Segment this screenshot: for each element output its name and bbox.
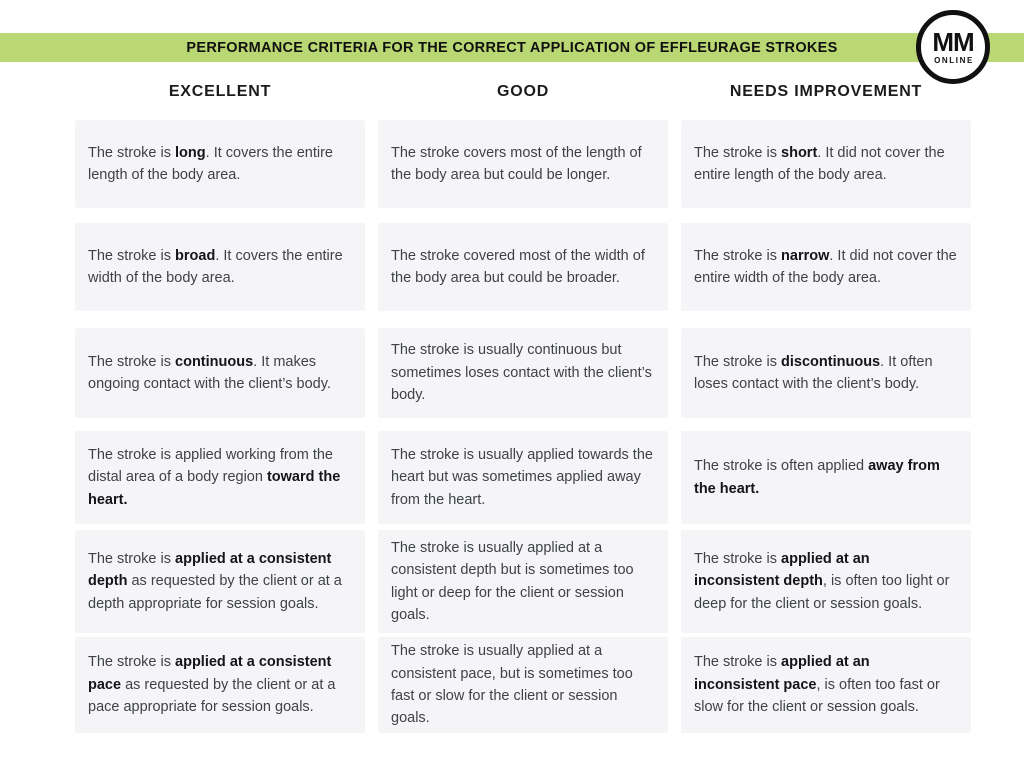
title-bar — [0, 33, 1024, 62]
cell-needs-improvement-pace: The stroke is applied at an inconsistent pace, is often too fast or slow for the client or session goals. — [681, 637, 971, 733]
cell-good-length: The stroke covers most of the length of the body area but could be longer. — [378, 120, 668, 208]
column-header-needs-improvement: NEEDS IMPROVEMENT — [729, 83, 923, 100]
logo-text-online: ONLINE — [934, 56, 974, 65]
table-row — [75, 530, 971, 633]
cell-good-continuity: The stroke is usually continuous but sometimes loses contact with the client’s body. — [378, 328, 668, 418]
page-title: PERFORMANCE CRITERIA FOR THE CORRECT APPLICATION OF EFFLEURAGE STROKES — [186, 39, 838, 56]
cell-needs-improvement-continuity: The stroke is discontinuous. It often loses contact with the client’s body. — [681, 328, 971, 418]
cell-excellent-depth: The stroke is applied at a consistent depth as requested by the client or at a depth appropriate for session goals. — [75, 530, 365, 633]
cell-excellent-width: The stroke is broad. It covers the entire width of the body area. — [75, 223, 365, 311]
column-header-good: GOOD — [496, 83, 550, 100]
cell-excellent-direction: The stroke is applied working from the distal area of a body region toward the heart. — [75, 431, 365, 524]
cell-excellent-pace: The stroke is applied at a consistent pace as requested by the client or at a pace appropriate for session goals. — [75, 637, 365, 733]
column-headers — [75, 83, 971, 101]
column-header-excellent: EXCELLENT — [168, 83, 272, 100]
cell-excellent-length: The stroke is long. It covers the entire length of the body area. — [75, 120, 365, 208]
table-row — [75, 223, 971, 311]
table-row — [75, 328, 971, 418]
cell-needs-improvement-depth: The stroke is applied at an inconsistent depth, is often too light or deep for the client or session goals. — [681, 530, 971, 633]
cell-needs-improvement-direction: The stroke is often applied away from the heart. — [681, 431, 971, 524]
cell-good-direction: The stroke is usually applied towards the heart but was sometimes applied away from the heart. — [378, 431, 668, 524]
mm-online-logo — [916, 10, 990, 84]
cell-good-pace: The stroke is usually applied at a consistent pace, but is sometimes too fast or slow for the client or session goals. — [378, 637, 668, 733]
cell-needs-improvement-length: The stroke is short. It did not cover the entire length of the body area. — [681, 120, 971, 208]
cell-needs-improvement-width: The stroke is narrow. It did not cover the entire width of the body area. — [681, 223, 971, 311]
cell-excellent-continuity: The stroke is continuous. It makes ongoing contact with the client’s body. — [75, 328, 365, 418]
cell-good-depth: The stroke is usually applied at a consistent depth but is sometimes too light or deep for the client or session goals. — [378, 530, 668, 633]
table-row — [75, 431, 971, 524]
logo-text-mm: MM — [932, 27, 974, 57]
table-row — [75, 120, 971, 208]
table-row — [75, 637, 971, 733]
criteria-table — [75, 120, 971, 733]
cell-good-width: The stroke covered most of the width of the body area but could be broader. — [378, 223, 668, 311]
